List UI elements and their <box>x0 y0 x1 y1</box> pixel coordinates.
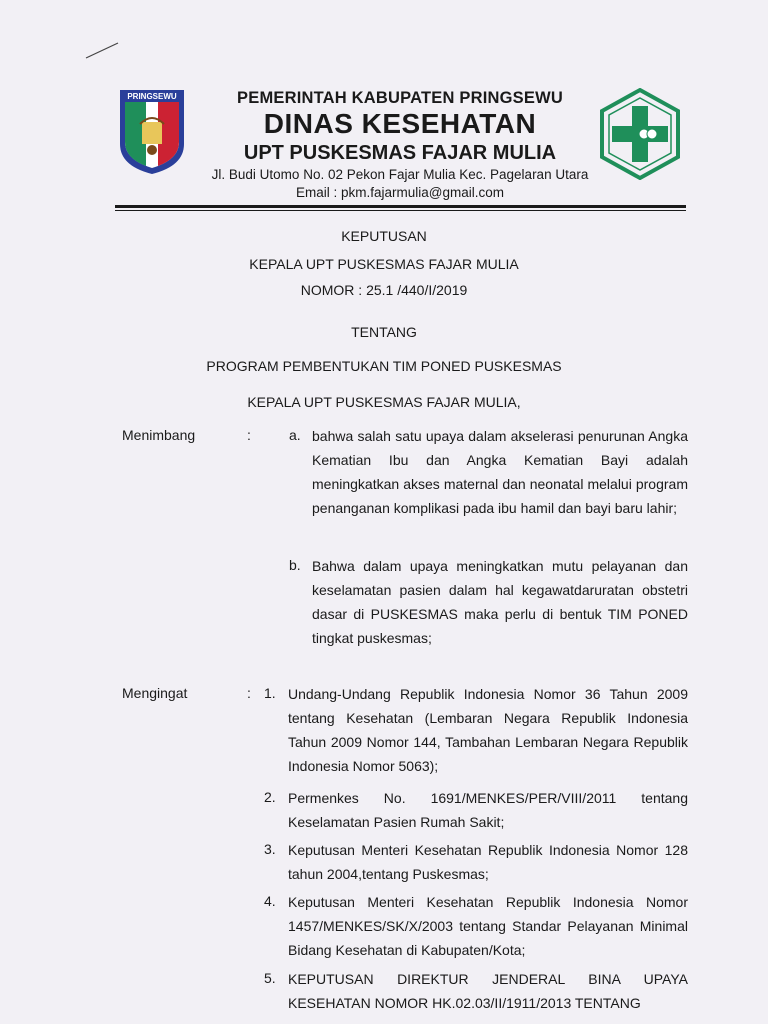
mengingat-item-3: Keputusan Menteri Kesehatan Republik Indonesia Nomor 128 tahun 2004,tentang Puskesmas; <box>288 842 688 882</box>
mengingat-marker-4: 4. <box>264 893 276 909</box>
letterhead <box>190 88 610 202</box>
mengingat-marker-5: 5. <box>264 970 276 986</box>
emblem-label: PRINGSEWU <box>127 92 177 101</box>
letterhead-rule-thin <box>115 210 686 211</box>
mengingat-colon: : <box>247 685 251 701</box>
mengingat-marker-3: 3. <box>264 841 276 857</box>
mengingat-marker-1: 1. <box>264 685 276 701</box>
unit-name: UPT PUSKESMAS FAJAR MULIA <box>243 142 557 164</box>
title-tentang: TENTANG <box>351 324 417 340</box>
mengingat-label: Mengingat <box>122 685 188 701</box>
pringsewu-emblem-icon <box>116 86 188 176</box>
menimbang-marker-b: b. <box>289 557 301 573</box>
pen-stroke-mark <box>84 40 120 60</box>
menimbang-colon: : <box>247 427 251 443</box>
menimbang-marker-a: a. <box>289 427 301 443</box>
mengingat-item-5: KEPUTUSAN DIREKTUR JENDERAL BINA UPAYA KESEHATAN NOMOR HK.02.03/II/1911/2013 TENTANG <box>288 971 688 1011</box>
title-nomor: NOMOR : 25.1 /440/I/2019 <box>300 282 468 298</box>
mengingat-marker-2: 2. <box>264 789 276 805</box>
title-kepala: KEPALA UPT PUSKESMAS FAJAR MULIA <box>249 256 519 272</box>
menimbang-label: Menimbang <box>122 427 196 443</box>
letterhead-rule-thick <box>115 205 686 208</box>
menimbang-item-b: Bahwa dalam upaya meningkatkan mutu pelayanan dan keselamatan pasien dalam hal kegawatdaruratan obstetri dasar di PUSKESMAS maka perlu di bentuk TIM PONED tingkat puskesmas; <box>312 558 688 646</box>
government-name: PEMERINTAH KABUPATEN PRINGSEWU <box>237 89 563 107</box>
mengingat-item-2: Permenkes No. 1691/MENKES/PER/VIII/2011 tentang Keselamatan Pasien Rumah Sakit; <box>288 790 688 830</box>
title-kepala-signatory: KEPALA UPT PUSKESMAS FAJAR MULIA, <box>247 394 521 410</box>
title-keputusan: KEPUTUSAN <box>341 228 427 244</box>
mengingat-item-4: Keputusan Menteri Kesehatan Republik Indonesia Nomor 1457/MENKES/SK/X/2003 tentang Standar Pelayanan Minimal Bidang Kesehatan di Kabupaten/Kota; <box>288 894 688 958</box>
mengingat-item-1: Undang-Undang Republik Indonesia Nomor 36 Tahun 2009 tentang Kesehatan (Lembaran Negara Republik Indonesia Tahun 2009 Nomor 144, Tambahan Lembaran Negara Republik Indonesia Nomor 5063); <box>288 686 688 774</box>
puskesmas-logo-icon <box>598 88 682 180</box>
address-line: Jl. Budi Utomo No. 02 Pekon Fajar Mulia Kec. Pagelaran Utara <box>211 167 589 182</box>
title-program: PROGRAM PEMBENTUKAN TIM PONED PUSKESMAS <box>206 358 562 374</box>
menimbang-item-a: bahwa salah satu upaya dalam akselerasi penurunan Angka Kematian Ibu dan Angka Kematian Bayi adalah meningkatkan akses maternal dan neonatal melalui program penanganan komplikasi pada ibu hamil dan bayi baru lahir; <box>312 428 688 516</box>
email-line: Email : pkm.fajarmulia@gmail.com <box>295 185 504 200</box>
agency-name: DINAS KESEHATAN <box>263 108 537 139</box>
